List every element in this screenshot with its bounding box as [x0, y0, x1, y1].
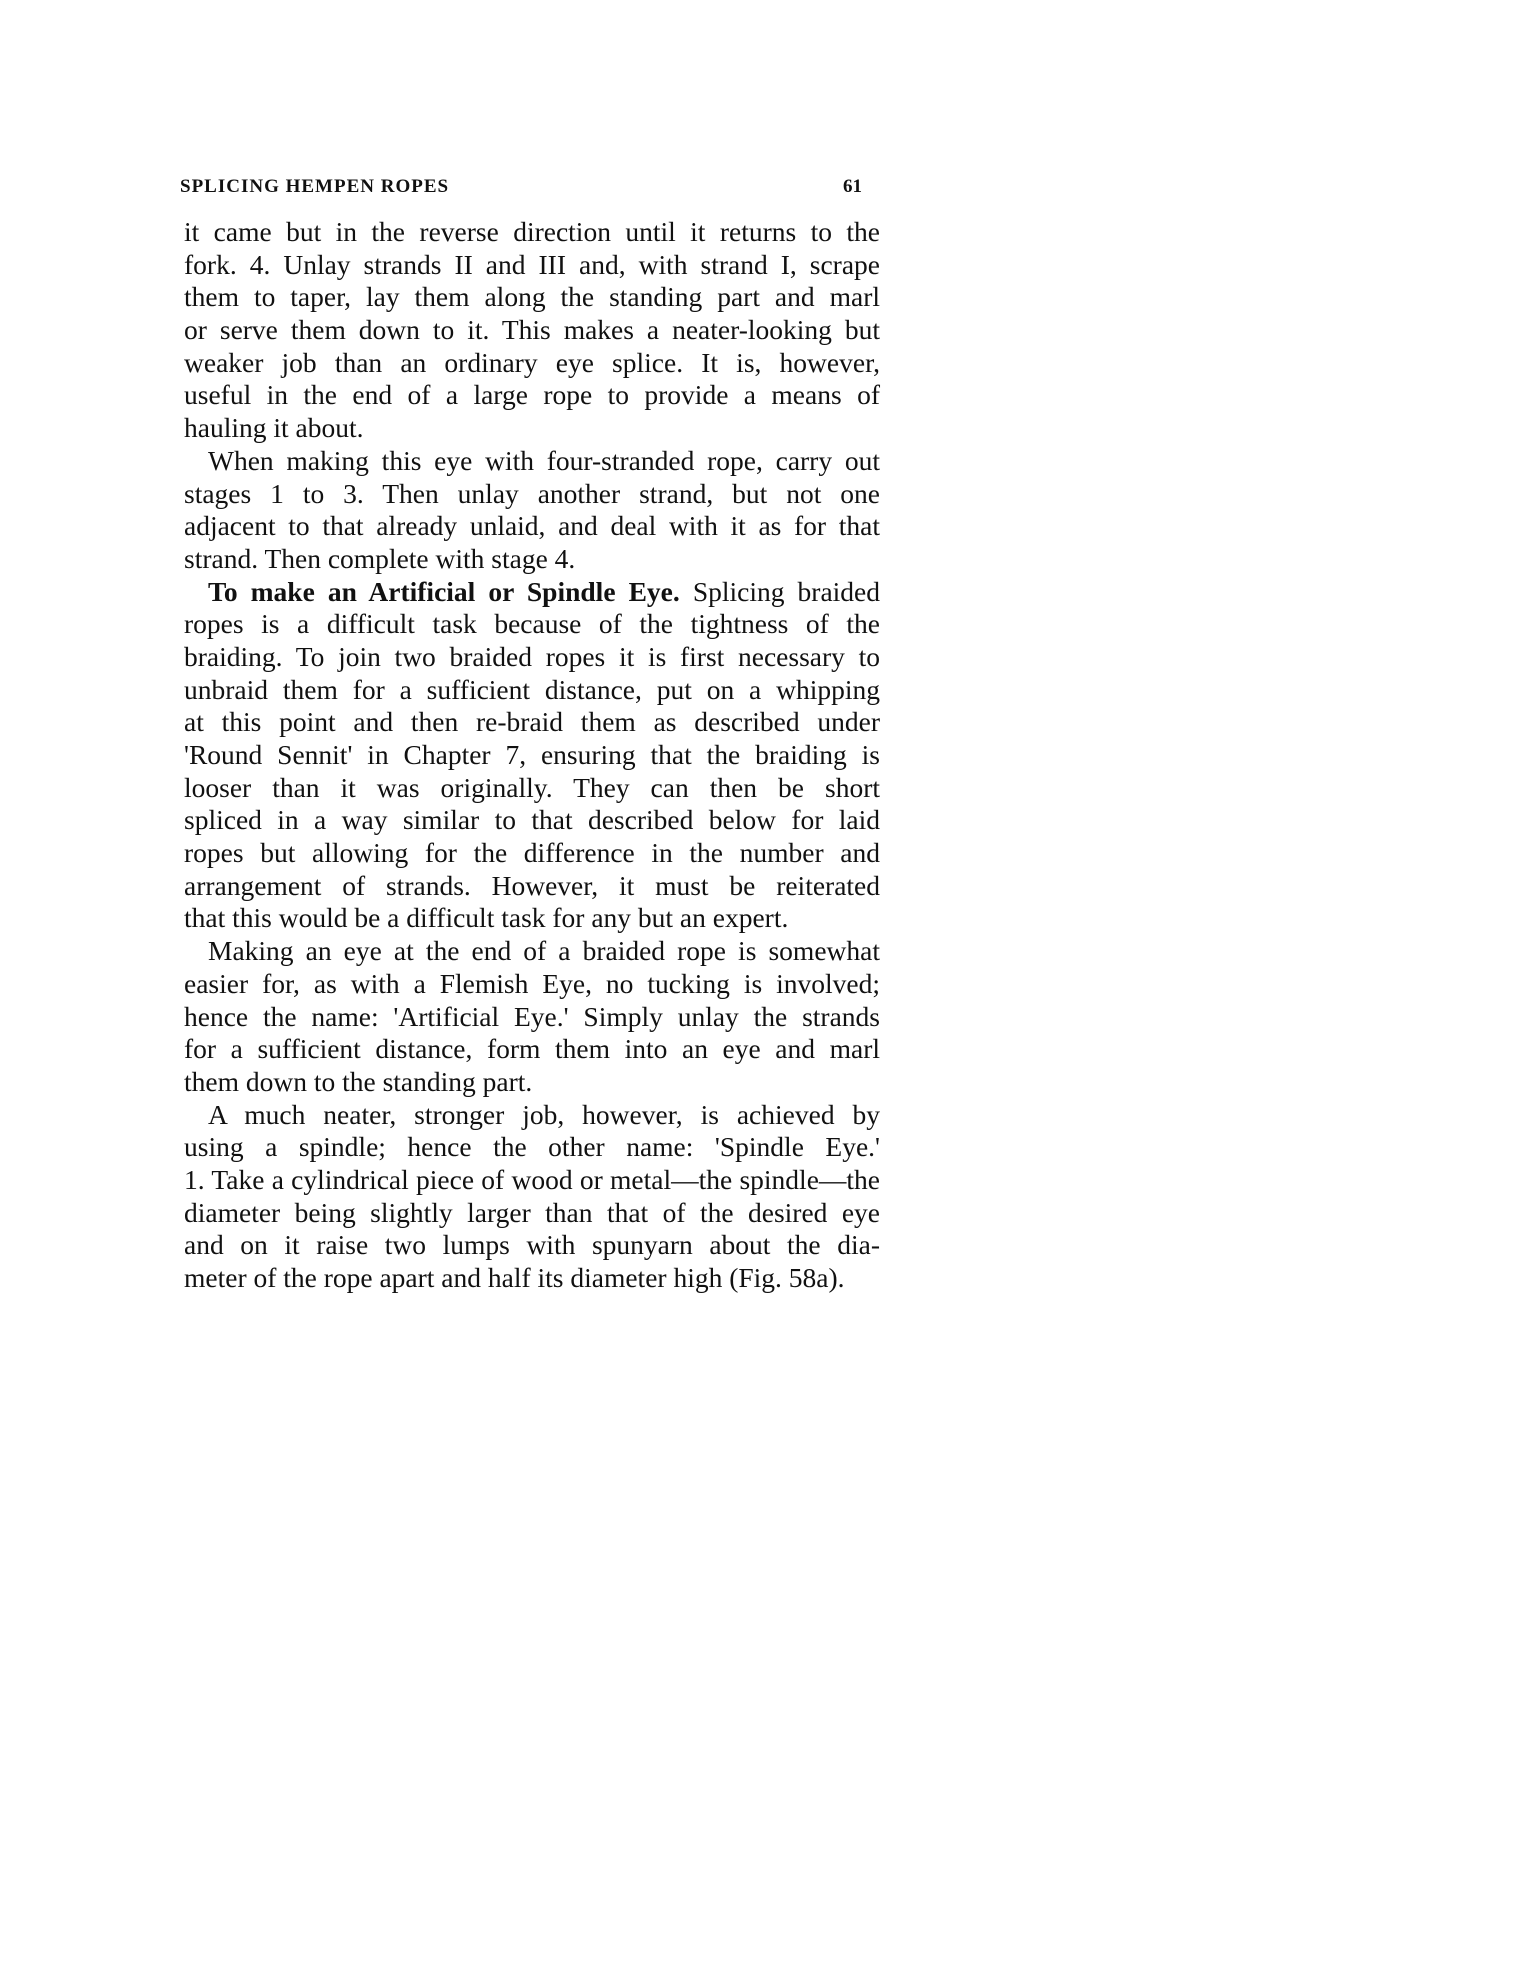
paragraph — [184, 935, 880, 1098]
text-line: for a sufficient distance, form them into an eye and marl — [184, 1033, 880, 1065]
text-line: ropes is a difficult task because of the tightness of the — [184, 608, 880, 640]
page-number: 61 — [843, 176, 862, 197]
text-line: at this point and then re-braid them as described under — [184, 706, 880, 738]
text-line: adjacent to that already unlaid, and deal with it as for that — [184, 510, 880, 542]
text-line: easier for, as with a Flemish Eye, no tucking is involved; — [184, 967, 880, 999]
text-line: Making an eye at the end of a braided rope is somewhat — [208, 935, 880, 967]
text-line: braiding. To join two braided ropes it is first necessary to — [184, 640, 880, 672]
text-line: them down to the standing part. — [184, 1065, 533, 1097]
text-line: useful in the end of a large rope to provide a means of — [184, 379, 880, 411]
text-line: fork. 4. Unlay strands II and III and, with strand I, scrape — [184, 248, 880, 280]
text-line: meter of the rope apart and half its diameter high (Fig. 58a). — [184, 1262, 845, 1293]
text-line-content: Splicing braided — [679, 575, 880, 607]
text-line: arrangement of strands. However, it must be reiterated — [184, 869, 880, 901]
text-line: hence the name: 'Artificial Eye.' Simply unlay the strands — [184, 1000, 880, 1032]
running-title: SPLICING HEMPEN ROPES — [180, 176, 450, 197]
text-line: weaker job than an ordinary eye splice. It is, however, — [184, 346, 880, 378]
text-line: looser than it was originally. They can then be short — [184, 771, 880, 803]
text-line: them to taper, lay them along the standing part and marl — [184, 281, 880, 313]
text-line: unbraid them for a sufficient distance, put on a whipping — [184, 673, 880, 705]
text-line: 'Round Sennit' in Chapter 7, ensuring that the braiding is — [184, 739, 880, 770]
text-line: and on it raise two lumps with spunyarn about the dia- — [184, 1229, 880, 1261]
text-line: spliced in a way similar to that described below for laid — [184, 804, 880, 836]
text-line: ropes but allowing for the difference in the number and — [184, 837, 880, 869]
text-line: that this would be a difficult task for any but an expert. — [184, 902, 789, 934]
text-line: stages 1 to 3. Then unlay another strand, but not one — [184, 477, 880, 509]
section-heading: To make an Artificial or Spindle Eye. — [208, 575, 680, 607]
text-line: strand. Then complete with stage 4. — [184, 542, 576, 574]
paragraph — [184, 445, 880, 576]
text-line: When making this eye with four-stranded rope, carry out — [208, 444, 880, 476]
paragraph — [184, 216, 880, 445]
page-header — [180, 176, 862, 198]
text-line: A much neater, stronger job, however, is achieved by — [208, 1098, 880, 1130]
text-line: using a spindle; hence the other name: 'Spindle Eye.' — [184, 1131, 880, 1163]
body-text — [184, 216, 880, 1295]
text-line: hauling it about. — [184, 412, 364, 444]
text-line: or serve them down to it. This makes a neater-looking but — [184, 314, 880, 346]
text-line: it came but in the reverse direction until it returns to the — [184, 216, 880, 247]
text-line — [184, 576, 880, 609]
text-line: 1. Take a cylindrical piece of wood or metal—the spindle—the — [184, 1163, 880, 1195]
paragraph — [184, 576, 880, 936]
paragraph — [184, 1099, 880, 1295]
text-line: diameter being slightly larger than that of the desired eye — [184, 1196, 880, 1228]
